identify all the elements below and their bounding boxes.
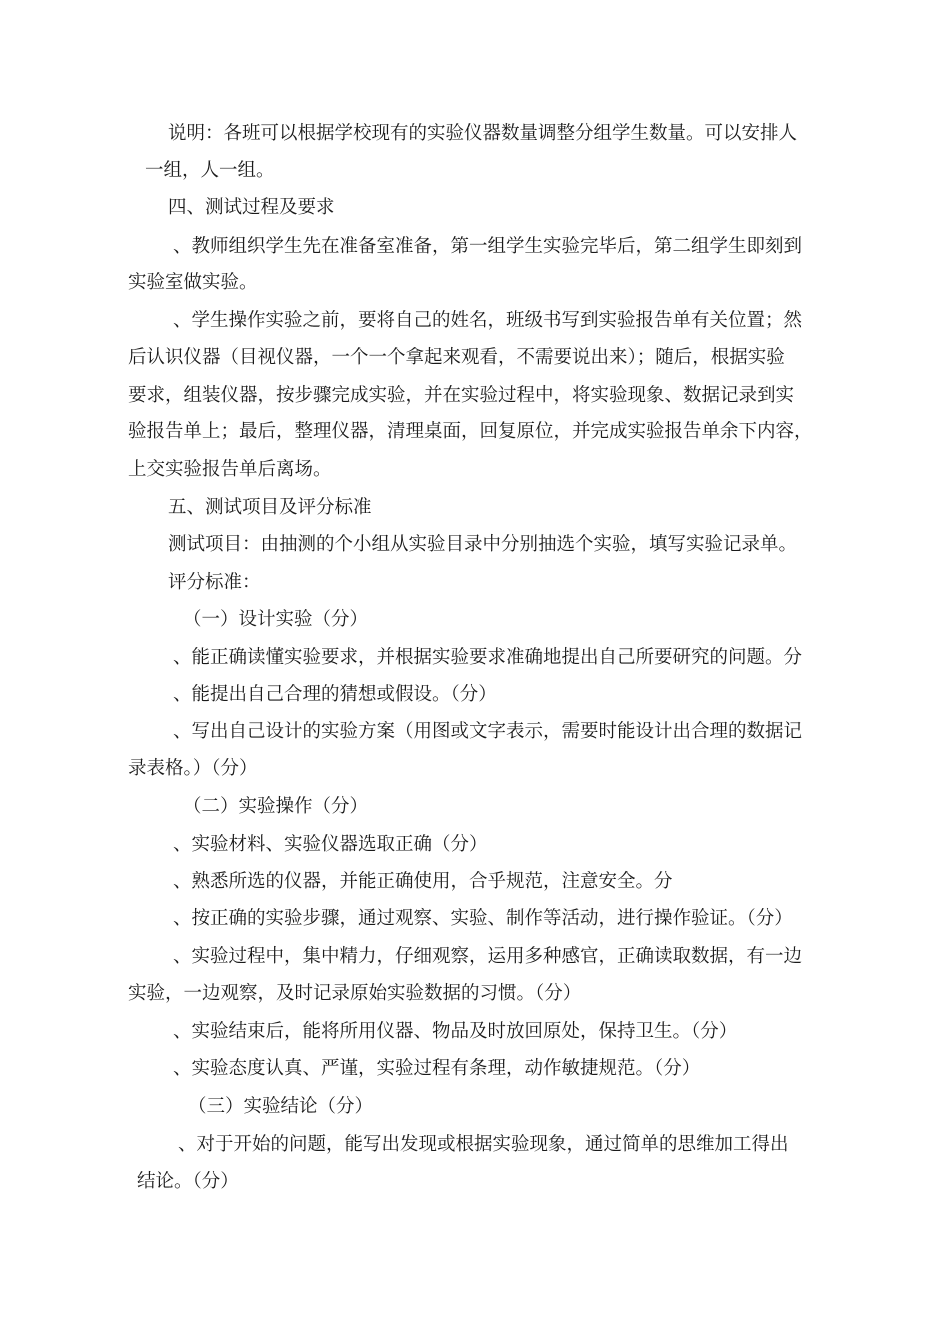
paragraph-2-line-3: 要求，组装仪器，按步骤完成实验，并在实验过程中，将实验现象、数据记录到实 <box>128 385 795 406</box>
criterion-2d-line-1: 、实验过程中，集中精力，仔细观察，运用多种感官，正确读取数据，有一边 <box>173 946 803 967</box>
criterion-1b: 、能提出自己合理的猜想或假设。（分） <box>173 684 497 705</box>
section-5-title: 五、测试项目及评分标准 <box>168 497 372 518</box>
paragraph-2-line-4: 验报告单上；最后，整理仪器，清理桌面，回复原位，并完成实验报告单余下内容， <box>128 421 813 442</box>
criterion-2f: 、实验态度认真、严谨，实验过程有条理，动作敏捷规范。（分） <box>173 1058 701 1079</box>
criterion-2b: 、熟悉所选的仪器，并能正确使用，合乎规范，注意安全。分 <box>173 871 673 892</box>
paragraph-2-line-5: 上交实验报告单后离场。 <box>128 459 332 480</box>
paragraph-2-line-1: 、学生操作实验之前，要将自己的姓名，班级书写到实验报告单有关位置；然 <box>173 310 803 331</box>
criterion-2d-line-2: 实验，一边观察，及时记录原始实验数据的习惯。（分） <box>128 983 582 1004</box>
criterion-2a: 、实验材料、实验仪器选取正确（分） <box>173 834 488 855</box>
criterion-1c-line-1: 、写出自己设计的实验方案（用图或文字表示，需要时能设计出合理的数据记 <box>173 721 803 742</box>
criterion-2e: 、实验结束后，能将所用仪器、物品及时放回原处，保持卫生。（分） <box>173 1021 738 1042</box>
paragraph-1-line-1: 、教师组织学生先在准备室准备，第一组学生实验完毕后，第二组学生即刻到 <box>173 236 803 257</box>
note-line-2: 一组，人一组。 <box>145 160 275 181</box>
criterion-3a-line-2: 结论。（分） <box>137 1171 239 1192</box>
scoring-label: 评分标准： <box>168 572 261 593</box>
paragraph-2-line-2: 后认识仪器（目视仪器，一个一个拿起来观看，不需要说出来）；随后，根据实验 <box>128 347 785 368</box>
section-4-title: 四、测试过程及要求 <box>168 197 335 218</box>
subsection-1-title: （一）设计实验（分） <box>183 609 369 630</box>
criterion-2c: 、按正确的实验步骤，通过观察、实验、制作等活动，进行操作验证。（分） <box>173 908 793 929</box>
paragraph-1-line-2: 实验室做实验。 <box>128 272 258 293</box>
criterion-1c-line-2: 录表格。）（分） <box>128 758 258 779</box>
note-line-1: 说明：各班可以根据学校现有的实验仪器数量调整分组学生数量。可以安排人 <box>168 123 798 144</box>
subsection-2-title: （二）实验操作（分） <box>183 796 369 817</box>
criterion-3a-line-1: 、对于开始的问题，能写出发现或根据实验现象，通过简单的思维加工得出 <box>178 1134 789 1155</box>
test-items-text: 测试项目：由抽测的个小组从实验目录中分别抽选个实验，填写实验记录单。 <box>168 534 798 555</box>
subsection-3-title: （三）实验结论（分） <box>188 1096 374 1117</box>
criterion-1a: 、能正确读懂实验要求，并根据实验要求准确地提出自己所要研究的问题。分 <box>173 647 803 668</box>
